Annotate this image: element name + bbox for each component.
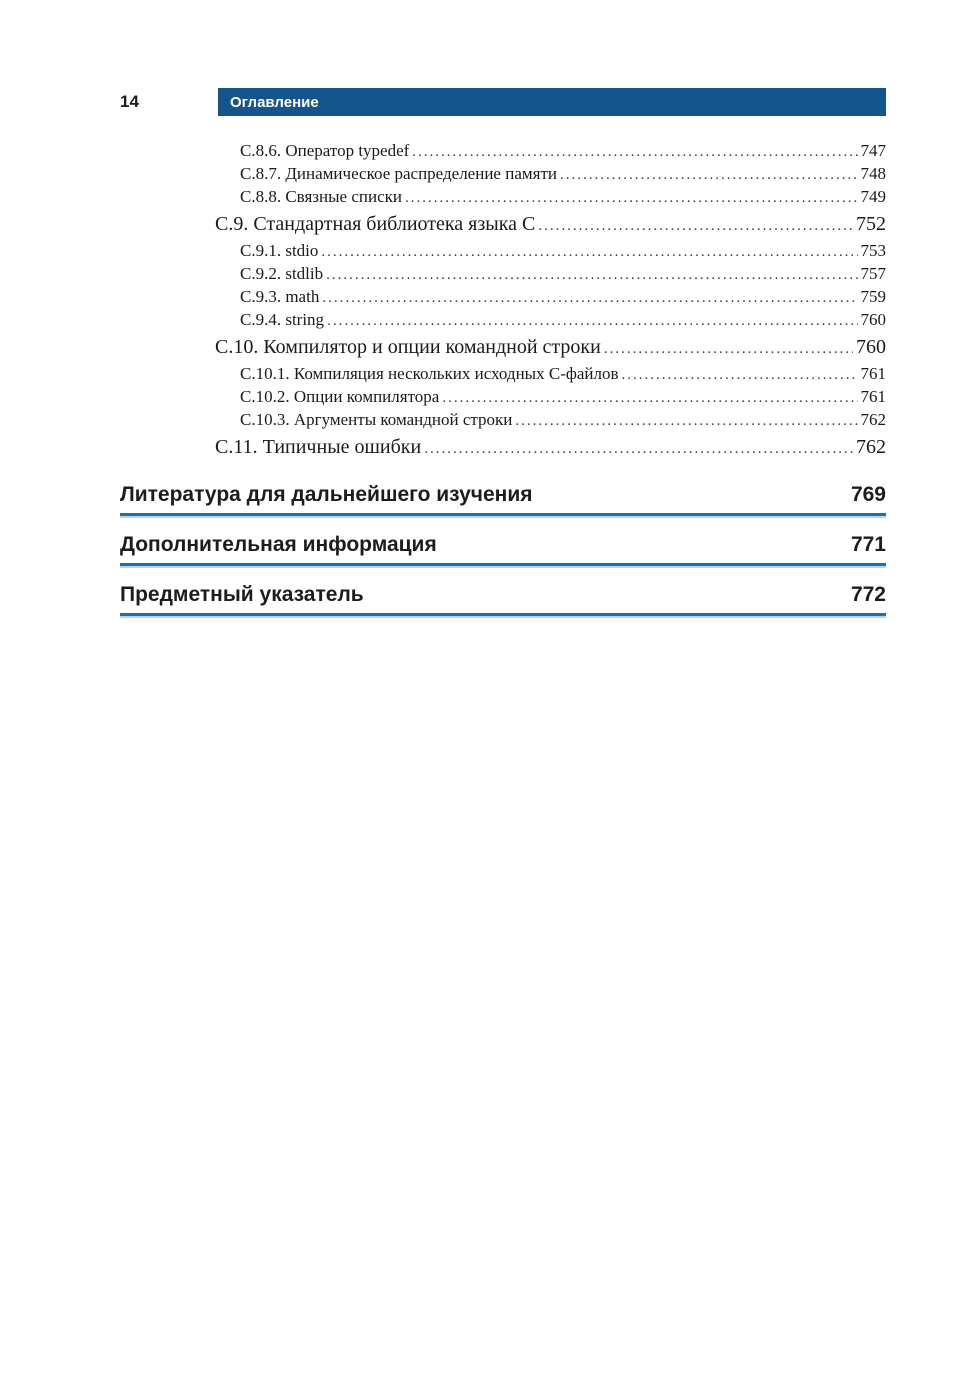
toc-entry-title: C.10. Компилятор и опции командной строки bbox=[215, 336, 601, 358]
toc-entry-title: C.9. Стандартная библиотека языка C bbox=[215, 213, 536, 235]
toc-entry bbox=[215, 334, 886, 363]
toc-entry-title: C.11. Типичные ошибки bbox=[215, 436, 422, 458]
toc-entry-page: 760 bbox=[856, 336, 886, 358]
toc-entry bbox=[240, 186, 886, 209]
toc-entry bbox=[240, 386, 886, 409]
toc-entry bbox=[215, 211, 886, 240]
section-page: 771 bbox=[850, 533, 886, 556]
section-page: 772 bbox=[850, 583, 886, 606]
book-section bbox=[120, 533, 886, 566]
toc-entry-title: C.9.1. stdio bbox=[240, 241, 319, 260]
toc-leader-dots bbox=[442, 386, 857, 409]
section-rule bbox=[120, 513, 886, 516]
toc-leader-dots bbox=[515, 409, 857, 432]
page-content bbox=[120, 88, 886, 633]
toc-leader-dots bbox=[622, 363, 858, 386]
page-number: 14 bbox=[120, 92, 139, 111]
toc-entry-title: C.10.2. Опции компилятора bbox=[240, 387, 440, 406]
toc-entry-page: 762 bbox=[860, 410, 886, 429]
toc-entry-title: C.8.7. Динамическое распределение памяти bbox=[240, 164, 557, 183]
toc-entry-title: C.9.2. stdlib bbox=[240, 264, 324, 283]
toc-entry bbox=[240, 263, 886, 286]
toc-leader-dots bbox=[321, 240, 857, 263]
toc-entry-page: 761 bbox=[860, 387, 886, 406]
section-page: 769 bbox=[850, 483, 886, 506]
toc-entry bbox=[215, 434, 886, 463]
toc-entry bbox=[240, 163, 886, 186]
toc-leader-dots bbox=[405, 186, 858, 209]
toc-entry-page: 762 bbox=[856, 436, 886, 458]
toc-leader-dots bbox=[327, 309, 857, 332]
chapter-header-bar bbox=[218, 88, 886, 116]
toc-entry-title: C.9.3. math bbox=[240, 287, 320, 306]
toc-entry-title: C.8.6. Оператор typedef bbox=[240, 141, 410, 160]
toc-entry-page: 761 bbox=[860, 364, 886, 383]
section-title: Литература для дальнейшего изучения bbox=[120, 483, 533, 506]
toc-leader-dots bbox=[412, 140, 857, 163]
toc-entry-page: 753 bbox=[860, 241, 886, 260]
toc-entry-page: 748 bbox=[860, 164, 886, 183]
toc-entry bbox=[240, 140, 886, 163]
section-title: Дополнительная информация bbox=[120, 533, 437, 556]
toc-leader-dots bbox=[322, 286, 857, 309]
toc-entry-page: 759 bbox=[860, 287, 886, 306]
book-section bbox=[120, 583, 886, 616]
toc-entry bbox=[240, 240, 886, 263]
toc-leader-dots bbox=[604, 334, 853, 363]
section-rule bbox=[120, 613, 886, 616]
toc-leader-dots bbox=[424, 434, 853, 463]
toc-entry bbox=[240, 309, 886, 332]
section-rule bbox=[120, 563, 886, 566]
toc-entry-title: C.10.1. Компиляция нескольких исходных C-файлов bbox=[240, 364, 619, 383]
toc-entry bbox=[240, 409, 886, 432]
toc-list bbox=[120, 140, 886, 463]
section-title: Предметный указатель bbox=[120, 583, 364, 606]
toc-entry-page: 757 bbox=[860, 264, 886, 283]
toc-entry-title: C.10.3. Аргументы командной строки bbox=[240, 410, 513, 429]
toc-entry-page: 760 bbox=[860, 310, 886, 329]
toc-entry-page: 749 bbox=[860, 187, 886, 206]
toc-entry-page: 747 bbox=[860, 141, 886, 160]
toc-entry bbox=[240, 363, 886, 386]
toc-entry bbox=[240, 286, 886, 309]
sections-list bbox=[120, 483, 886, 616]
chapter-header-title: Оглавление bbox=[230, 93, 319, 111]
toc-entry-page: 752 bbox=[856, 213, 886, 235]
toc-leader-dots bbox=[560, 163, 858, 186]
toc-entry-title: C.8.8. Связные списки bbox=[240, 187, 402, 206]
book-section bbox=[120, 483, 886, 516]
toc-leader-dots bbox=[326, 263, 857, 286]
toc-entry-title: C.9.4. string bbox=[240, 310, 325, 329]
toc-leader-dots bbox=[538, 211, 853, 240]
running-header bbox=[120, 88, 886, 116]
